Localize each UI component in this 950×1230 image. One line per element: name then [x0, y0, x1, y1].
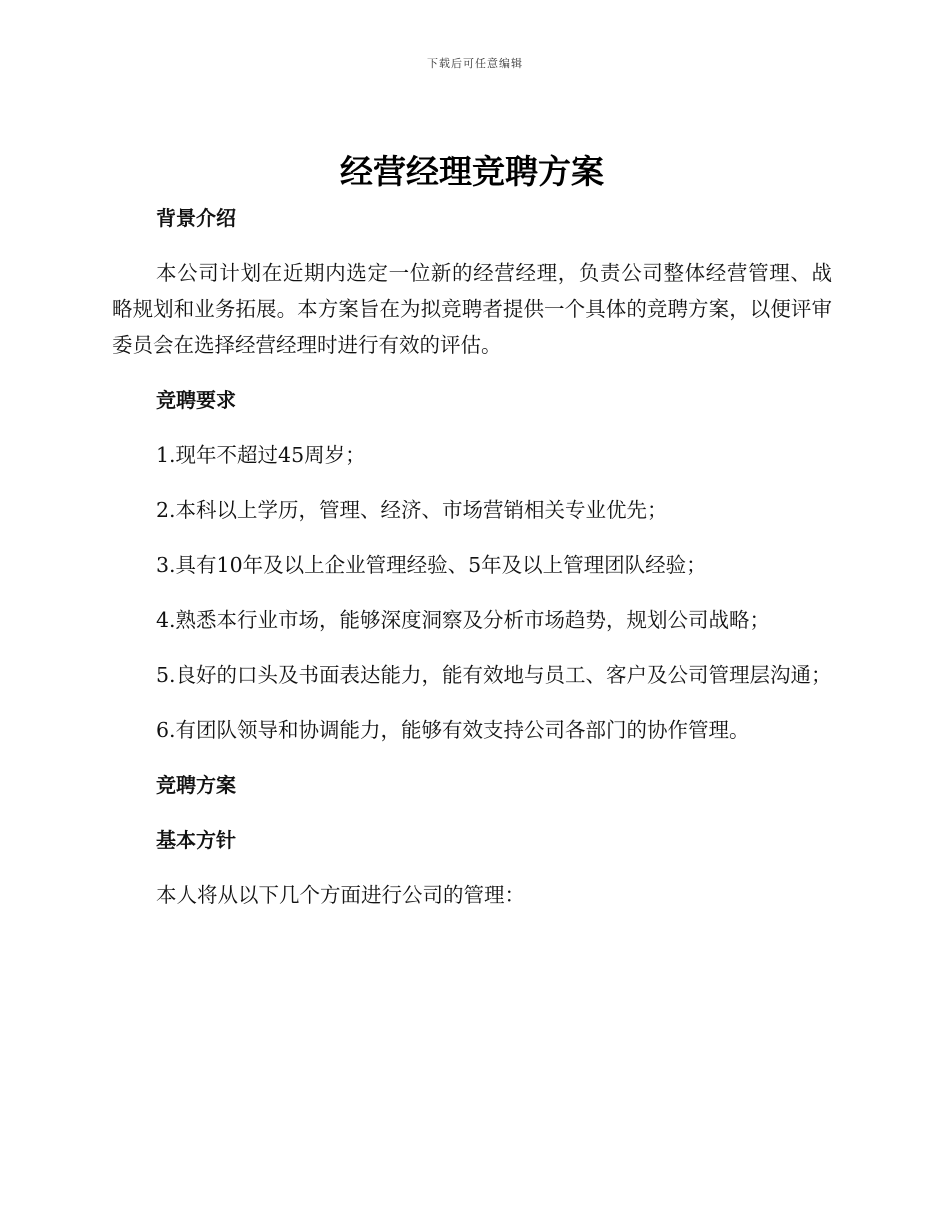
requirement-item-5: 5.良好的口头及书面表达能力，能有效地与员工、客户及公司管理层沟通； [156, 663, 832, 687]
background-paragraph: 本公司计划在近期内选定一位新的经营经理，负责公司整体经营管理、战略规划和业务拓展。本方案旨在为拟竞聘者提供一个具体的竞聘方案，以便评审委员会在选择经营经理时进行有效的评估。 [112, 261, 832, 357]
requirement-item-6: 6.有团队领导和协调能力，能够有效支持公司各部门的协作管理。 [156, 718, 750, 742]
header-note: 下载后可任意编辑 [427, 57, 523, 70]
requirement-item-2: 2.本科以上学历，管理、经济、市场营销相关专业优先； [156, 498, 668, 522]
requirement-item-4: 4.熟悉本行业市场，能够深度洞察及分析市场趋势，规划公司战略； [156, 608, 771, 632]
policy-paragraph: 本人将从以下几个方面进行公司的管理： [156, 883, 525, 907]
document-title: 经营经理竞聘方案 [340, 152, 604, 191]
section-heading-requirements: 竞聘要求 [156, 388, 236, 412]
requirement-item-1: 1.现年不超过45周岁； [156, 443, 366, 467]
section-heading-plan: 竞聘方案 [156, 773, 236, 797]
section-heading-background: 背景介绍 [156, 206, 236, 230]
requirement-item-3: 3.具有10年及以上企业管理经验、5年及以上管理团队经验； [156, 553, 707, 577]
document-body [112, 148, 832, 913]
section-heading-policy: 基本方针 [156, 828, 236, 852]
